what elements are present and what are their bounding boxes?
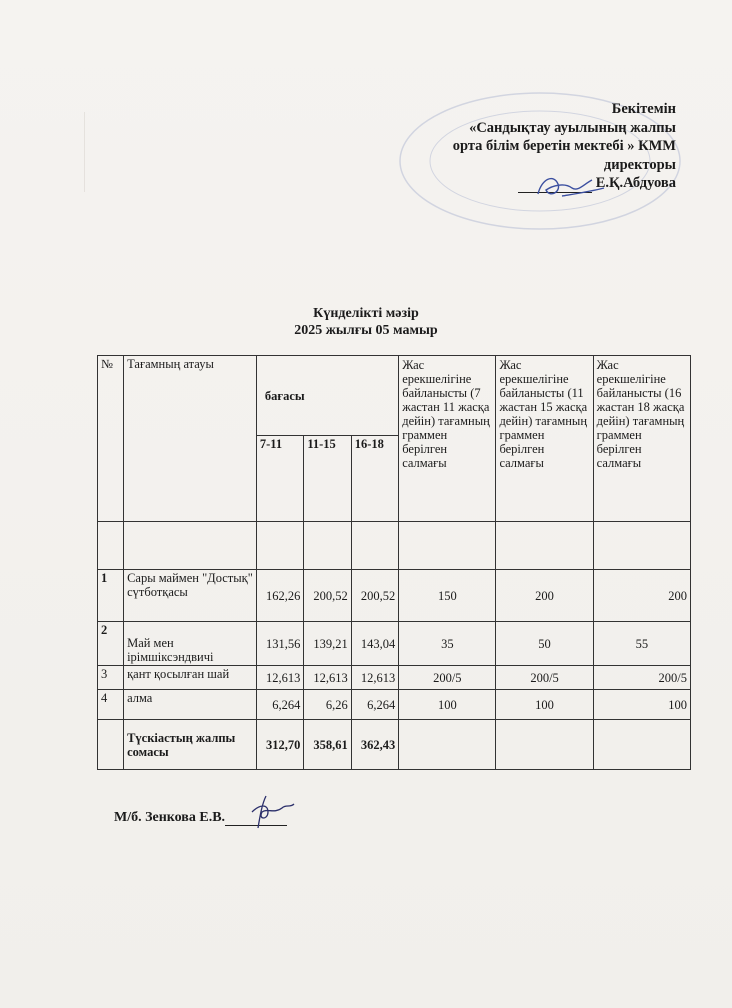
header-age-7-11: 7-11 [256,436,303,522]
table-row [98,622,691,666]
row-price-7-11: 131,56 [256,622,303,666]
row-name: алма [124,690,257,720]
row-price-16-18: 143,04 [351,622,398,666]
nurse-signature [238,790,298,830]
row-price-16-18: 6,264 [351,690,398,720]
header-weight-7-11: Жас ерекшелігіне байланысты (7 жастан 11 жасқа дейін) тағамның граммен берілген салмағы [399,356,496,522]
total-price-16-18: 362,43 [351,720,398,770]
approval-line-3: орта білім беретін мектебі » КММ [452,138,676,154]
row-price-11-15: 139,21 [304,622,351,666]
header-price: бағасы [256,356,398,436]
row-weight-16-18: 200/5 [593,666,690,690]
bleed-through-mark [84,112,285,192]
row-weight-16-18: 55 [593,622,690,666]
total-label: Түскіастың жалпы сомасы [124,720,257,770]
row-weight-11-15: 200/5 [496,666,593,690]
menu-date: 2025 жылғы 05 мамыр [294,323,438,338]
row-price-7-11: 6,264 [256,690,303,720]
total-price-7-11: 312,70 [256,720,303,770]
row-no: 1 [98,570,124,622]
table-row [98,690,691,720]
approval-line-2: «Сандықтау ауылының жалпы [469,119,676,136]
row-price-7-11: 12,613 [256,666,303,690]
row-weight-7-11: 150 [399,570,496,622]
director-name: Е.Қ.Абдуова [595,175,676,191]
row-name: қант қосылған шай [124,666,257,690]
total-row [98,720,691,770]
header-name: Тағамның атауы [124,356,257,522]
menu-title: Күнделікті мәзір [313,306,419,321]
header-no: № [98,356,124,522]
total-price-11-15: 358,61 [304,720,351,770]
row-price-11-15: 200,52 [304,570,351,622]
row-weight-11-15: 50 [496,622,593,666]
header-weight-16-18: Жас ерекшелігіне байланысты (16 жастан 18 жасқа дейін) тағамның граммен берілген салмағы [593,356,690,522]
header-age-16-18: 16-18 [351,436,398,522]
header-age-11-15: 11-15 [304,436,351,522]
header-weight-11-15: Жас ерекшелігіне байланысты (11 жастан 15 жасқа дейін) тағамның граммен берілген салмағы [496,356,593,522]
table-row [98,570,691,622]
row-price-16-18: 12,613 [351,666,398,690]
menu-table [97,355,691,770]
row-weight-11-15: 100 [496,690,593,720]
row-no: 2 [98,622,124,666]
row-weight-7-11: 200/5 [399,666,496,690]
row-no: 4 [98,690,124,720]
row-weight-16-18: 100 [593,690,690,720]
row-no: 3 [98,666,124,690]
row-weight-7-11: 100 [399,690,496,720]
row-price-11-15: 12,613 [304,666,351,690]
table-row [98,666,691,690]
row-price-11-15: 6,26 [304,690,351,720]
row-name: Сары маймен "Достық" сүтботқасы [124,570,257,622]
approval-line-4: директоры [603,156,676,173]
row-weight-16-18: 200 [593,570,690,622]
row-price-7-11: 162,26 [256,570,303,622]
row-weight-7-11: 35 [399,622,496,666]
director-signature [528,168,608,202]
spacer-row [98,522,691,570]
row-price-16-18: 200,52 [351,570,398,622]
footer-label: М/б. Зенкова Е.В. [114,810,226,825]
approval-line-1: Бекітемін [611,101,676,117]
row-name: Май мен ірімшіксэндвичі [124,622,257,666]
row-weight-11-15: 200 [496,570,593,622]
